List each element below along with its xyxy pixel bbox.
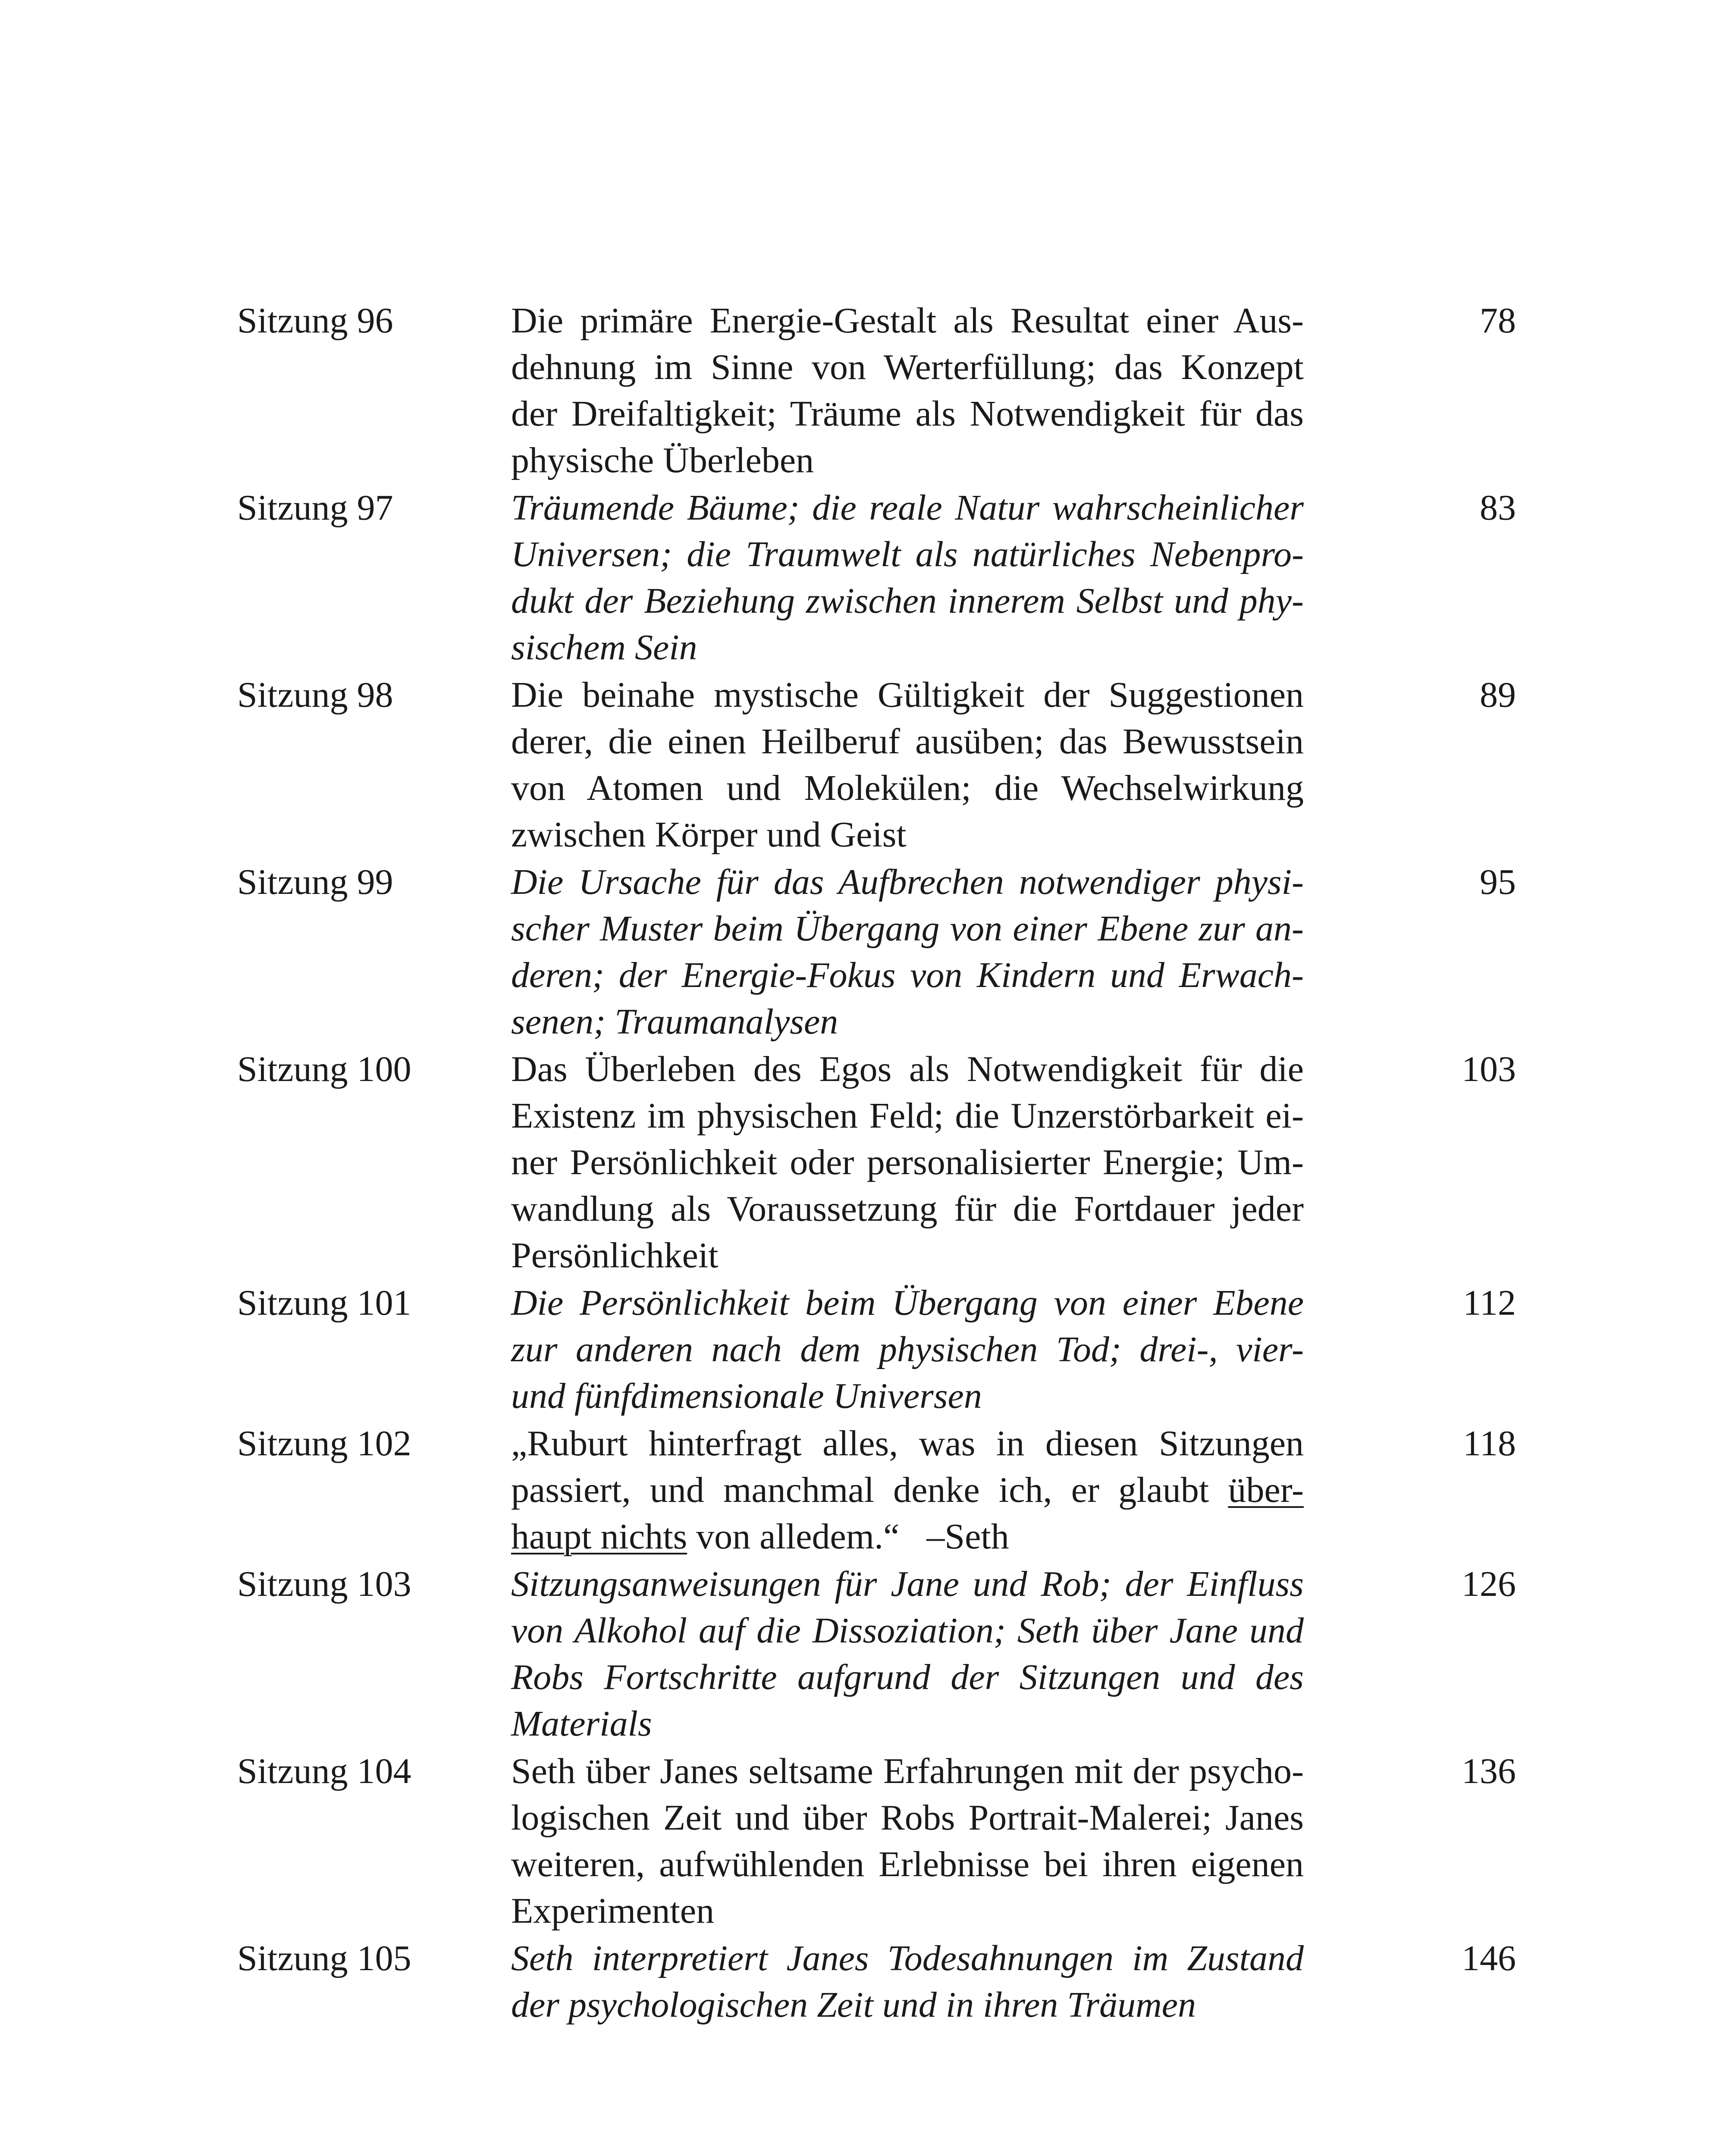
description-line [511, 1467, 1304, 1514]
page-number: 112 [1463, 1283, 1516, 1323]
page-number: 103 [1462, 1049, 1516, 1089]
description-line: von Alkohol auf die Dissoziation; Seth über Jane und [511, 1611, 1304, 1651]
description-line: Robs Fortschritte aufgrund der Sitzungen und des [511, 1657, 1304, 1697]
underlined-text: über- [1228, 1470, 1304, 1510]
description-line: ner Persönlichkeit oder personalisierter Energie; Um- [511, 1142, 1304, 1182]
page-number: 83 [1480, 488, 1516, 528]
page-number: 136 [1462, 1751, 1516, 1791]
description-line: Das Überleben des Egos als Notwendigkeit für die [511, 1049, 1304, 1089]
page-number: 95 [1480, 862, 1516, 902]
underlined-text: haupt nichts [511, 1517, 687, 1557]
toc-entry [237, 1046, 1516, 1279]
session-description [511, 298, 1304, 484]
description-line: Die Persönlichkeit beim Übergang von einer Ebene [511, 1283, 1304, 1323]
session-description [511, 485, 1304, 671]
description-line: Seth interpretiert Janes Todesahnungen im Zustand [511, 1938, 1304, 1978]
description-line: Träumende Bäume; die reale Natur wahrscheinlicher [511, 488, 1304, 528]
session-label: Sitzung 102 [237, 1423, 411, 1463]
description-line: Persönlichkeit [511, 1235, 719, 1275]
description-line: dukt der Beziehung zwischen innerem Selbst und phy- [511, 581, 1304, 621]
description-line: der psychologischen Zeit und in ihren Träumen [511, 1985, 1196, 2025]
description-text: von alledem.“ –Seth [687, 1517, 1009, 1557]
page-number: 78 [1480, 301, 1516, 341]
description-line: wandlung als Voraussetzung für die Fortdauer jeder [511, 1189, 1304, 1229]
session-description [511, 1935, 1304, 2028]
description-line: zur anderen nach dem physischen Tod; drei-, vier- [511, 1329, 1304, 1369]
description-line: Die primäre Energie-Gestalt als Resultat einer Aus- [511, 301, 1304, 341]
session-description [511, 1561, 1304, 1747]
description-line: scher Muster beim Übergang von einer Ebene zur an- [511, 909, 1304, 949]
toc-entry [237, 672, 1516, 858]
description-line: zwischen Körper und Geist [511, 815, 907, 855]
description-line: und fünfdimensionale Universen [511, 1376, 982, 1416]
session-description [511, 672, 1304, 858]
description-line: Sitzungsanweisungen für Jane und Rob; der Einfluss [511, 1564, 1304, 1604]
description-line [511, 1514, 1304, 1560]
page-number: 126 [1462, 1564, 1516, 1604]
description-line: weiteren, aufwühlenden Erlebnisse bei ihren eigenen [511, 1844, 1304, 1884]
session-description [511, 859, 1304, 1045]
description-line: Experimenten [511, 1891, 715, 1931]
session-description [511, 1748, 1304, 1934]
session-description [511, 1280, 1304, 1420]
table-of-contents [237, 298, 1516, 2029]
session-label: Sitzung 103 [237, 1564, 411, 1604]
session-label: Sitzung 101 [237, 1283, 411, 1323]
description-line: deren; der Energie-Fokus von Kindern und Erwach- [511, 955, 1304, 995]
toc-entry [237, 1748, 1516, 1934]
description-line: von Atomen und Molekülen; die Wechselwirkung [511, 768, 1304, 808]
session-description [511, 1046, 1304, 1279]
description-line: sischem Sein [511, 627, 697, 667]
description-line: der Dreifaltigkeit; Träume als Notwendigkeit für das [511, 394, 1304, 434]
session-label: Sitzung 97 [237, 488, 393, 528]
description-line: logischen Zeit und über Robs Portrait-Malerei; Janes [511, 1798, 1304, 1838]
description-text: passiert, und manchmal denke ich, er glaubt [511, 1470, 1228, 1510]
toc-entry [237, 1935, 1516, 2028]
session-label: Sitzung 99 [237, 862, 393, 902]
session-label: Sitzung 104 [237, 1751, 411, 1791]
toc-entry [237, 485, 1516, 671]
page-number: 89 [1480, 675, 1516, 715]
description-line: „Ruburt hinterfragt alles, was in diesen Sitzungen [511, 1423, 1304, 1463]
description-line: Die beinahe mystische Gültigkeit der Suggestionen [511, 675, 1304, 715]
description-line: Die Ursache für das Aufbrechen notwendiger physi- [511, 862, 1304, 902]
description-line: Universen; die Traumwelt als natürliches Nebenpro- [511, 534, 1304, 574]
toc-entry [237, 1561, 1516, 1747]
description-line: physische Überleben [511, 440, 814, 480]
page-number: 146 [1462, 1938, 1516, 1978]
page-number: 118 [1463, 1423, 1516, 1463]
toc-entry [237, 298, 1516, 484]
description-line: senen; Traumanalysen [511, 1002, 838, 1042]
session-label: Sitzung 105 [237, 1938, 411, 1978]
session-label: Sitzung 100 [237, 1049, 411, 1089]
description-line: dehnung im Sinne von Werterfüllung; das Konzept [511, 347, 1304, 387]
toc-entry [237, 1420, 1516, 1560]
description-line: derer, die einen Heilberuf ausüben; das Bewusstsein [511, 721, 1304, 761]
description-line: Existenz im physischen Feld; die Unzerstörbarkeit ei- [511, 1096, 1304, 1136]
description-line: Materials [511, 1704, 652, 1744]
toc-entry [237, 859, 1516, 1045]
description-line: Seth über Janes seltsame Erfahrungen mit der psycho- [511, 1751, 1304, 1791]
session-description [511, 1420, 1304, 1560]
session-label: Sitzung 96 [237, 301, 393, 341]
session-label: Sitzung 98 [237, 675, 393, 715]
toc-entry [237, 1280, 1516, 1420]
